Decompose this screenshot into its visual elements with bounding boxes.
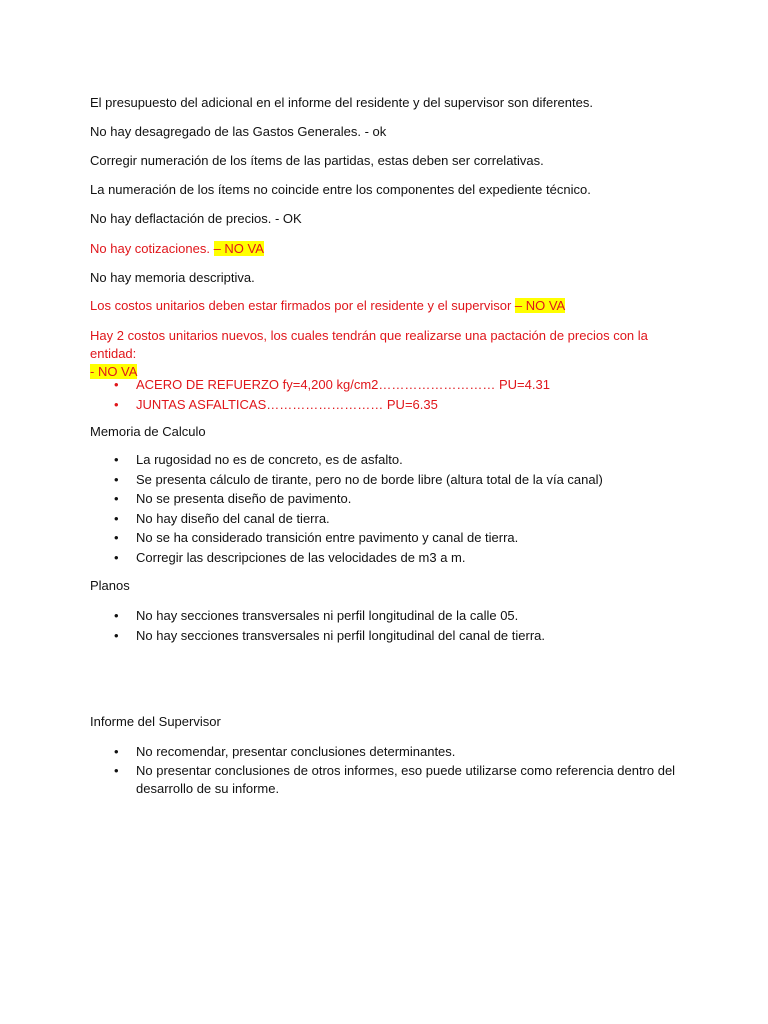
unit-cost-list: [90, 375, 690, 414]
section-heading-memoria: Memoria de Calculo: [90, 424, 206, 439]
list-item: • No hay secciones transversales ni perfil longitudinal de la calle 05.: [90, 606, 690, 626]
bullet-icon: •: [114, 452, 119, 467]
planos-list: [90, 606, 690, 645]
signed-costs-text: Los costos unitarios deben estar firmados por el residente y el supervisor: [90, 298, 515, 313]
list-item: • No hay diseño del canal de tierra.: [90, 509, 690, 529]
quotes-text: No hay cotizaciones.: [90, 241, 214, 256]
paragraph-general-expenses: No hay desagregado de las Gastos Generales. - ok: [90, 124, 387, 139]
paragraph-numbering: Corregir numeración de los ítems de las partidas, estas deben ser correlativas.: [90, 153, 544, 168]
bullet-icon: •: [114, 377, 119, 392]
section-heading-informe: Informe del Supervisor: [90, 714, 221, 729]
no-va-highlight: – NO VA: [514, 298, 566, 313]
list-item: • ACERO DE REFUERZO fy=4,200 kg/cm2……………………… PU=4.31: [90, 375, 690, 395]
bullet-icon: •: [114, 510, 119, 526]
paragraph-new-unit-costs: [90, 327, 690, 381]
list-item: • Se presenta cálculo de tirante, pero no de borde libre (altura total de la vía canal): [90, 470, 690, 490]
list-item: • No se presenta diseño de pavimento.: [90, 489, 690, 509]
bullet-icon: •: [114, 491, 119, 506]
memoria-list: [90, 450, 690, 567]
bullet-icon: •: [114, 471, 119, 487]
bullet-icon: •: [114, 744, 119, 759]
list-item: • La rugosidad no es de concreto, es de asfalto.: [90, 450, 690, 470]
list-item: • Corregir las descripciones de las velocidades de m3 a m.: [90, 548, 690, 568]
section-heading-planos: Planos: [90, 578, 130, 593]
paragraph-deflation: No hay deflactación de precios. - OK: [90, 211, 302, 226]
list-item: • JUNTAS ASFALTICAS……………………… PU=6.35: [90, 395, 690, 415]
list-item: • No se ha considerado transición entre pavimento y canal de tierra.: [90, 528, 690, 548]
bullet-icon: •: [114, 549, 119, 565]
paragraph-budget: El presupuesto del adicional en el informe del residente y del supervisor son diferentes.: [90, 95, 593, 110]
paragraph-signed-costs: [90, 297, 690, 315]
bullet-icon: •: [114, 627, 119, 643]
list-item: • No recomendar, presentar conclusiones determinantes.: [90, 742, 690, 762]
list-item: • No presentar conclusiones de otros informes, eso puede utilizarse como referencia dentro del desarrollo de su informe.: [114, 762, 676, 796]
bullet-icon: •: [114, 608, 119, 623]
no-va-highlight: – NO VA: [213, 241, 264, 256]
paragraph-items-mismatch: La numeración de los ítems no coincide entre los componentes del expediente técnico.: [90, 182, 591, 197]
new-unit-costs-text: Hay 2 costos unitarios nuevos, los cuales tendrán que realizarse una pactación de precios con la entidad:: [90, 328, 648, 361]
bullet-icon: •: [114, 762, 119, 778]
bullet-icon: •: [114, 396, 119, 412]
paragraph-quotes: [90, 240, 690, 258]
informe-list: [90, 742, 690, 798]
list-item: • No hay secciones transversales ni perfil longitudinal del canal de tierra.: [90, 626, 690, 646]
paragraph-memoria-descriptiva: No hay memoria descriptiva.: [90, 270, 255, 285]
bullet-icon: •: [114, 530, 119, 545]
no-va-highlight: - NO VA: [90, 364, 138, 379]
